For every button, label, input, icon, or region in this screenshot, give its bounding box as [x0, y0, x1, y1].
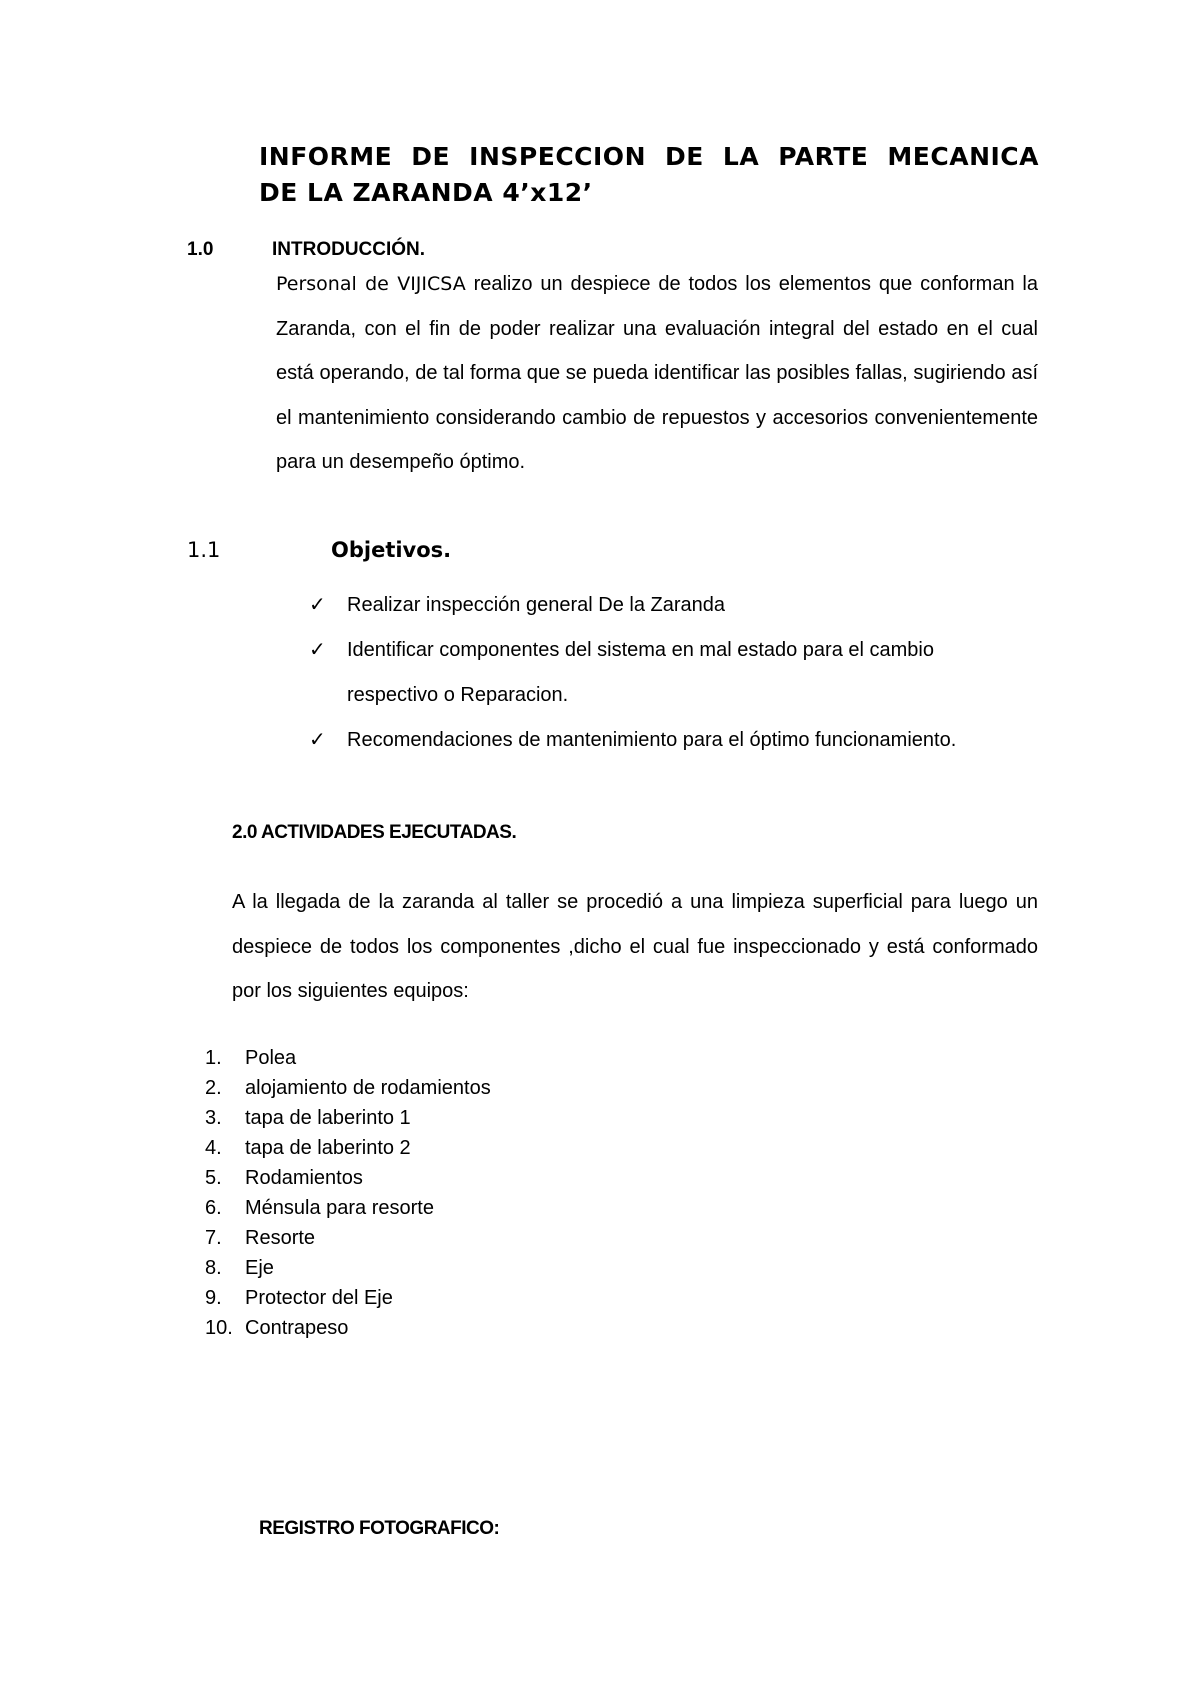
list-item-label: tapa de laberinto 1	[245, 1107, 411, 1129]
objective-item	[305, 583, 1065, 628]
objectives-heading: Objetivos.	[331, 538, 452, 562]
list-item-number: 9.	[205, 1287, 222, 1309]
checkmark-icon: ✓	[309, 729, 326, 751]
list-item-number: 3.	[205, 1107, 222, 1129]
list-item-number: 4.	[205, 1137, 222, 1159]
list-item	[205, 1193, 491, 1223]
intro-section-number: 1.0	[187, 239, 214, 260]
checkmark-icon: ✓	[309, 639, 326, 661]
list-item	[205, 1043, 491, 1073]
list-item	[205, 1103, 491, 1133]
objective-item-text: Realizar inspección general De la Zaranda	[347, 594, 725, 616]
objective-item	[305, 628, 1065, 718]
checkmark-icon: ✓	[309, 594, 326, 616]
list-item-label: Polea	[245, 1047, 297, 1069]
list-item	[205, 1163, 491, 1193]
list-item-label: Ménsula para resorte	[245, 1197, 434, 1219]
equipment-list	[205, 1043, 491, 1343]
list-item-number: 6.	[205, 1197, 222, 1219]
list-item	[205, 1073, 491, 1103]
list-item-number: 8.	[205, 1257, 222, 1279]
activities-paragraph: A la llegada de la zaranda al taller se procedió a una limpieza superficial para luego un despiece de todos los componentes ,dicho el cual fue inspeccionado y está conformado por los siguientes equipos:	[232, 891, 1038, 1003]
list-item	[205, 1133, 491, 1163]
intro-heading: INTRODUCCIÓN.	[272, 239, 426, 260]
list-item-label: Protector del Eje	[245, 1287, 393, 1309]
objectives-section-number: 1.1	[187, 538, 221, 562]
intro-text: realizo un despiece de todos los elementos que conforman la Zaranda, con el fin de poder realizar una evaluación integral del estado en el cual está operando, de tal forma que se pueda identificar las posibles fallas, sugiriendo así el mantenimiento considerando cambio de repuestos y accesorios convenientemente para un desempeño óptimo.	[276, 273, 1038, 474]
list-item-number: 10.	[205, 1317, 233, 1339]
list-item-label: Rodamientos	[245, 1167, 363, 1189]
objective-item	[305, 718, 1065, 763]
list-item	[205, 1283, 491, 1313]
objective-item-text: Recomendaciones de mantenimiento para el óptimo funcionamiento.	[347, 729, 957, 751]
document-title-line-1: INFORME DE INSPECCION DE LA PARTE MECANICA	[259, 142, 1039, 171]
list-item-number: 2.	[205, 1077, 222, 1099]
list-item-number: 1.	[205, 1047, 222, 1069]
list-item	[205, 1223, 491, 1253]
list-item-label: alojamiento de rodamientos	[245, 1077, 491, 1099]
list-item-number: 5.	[205, 1167, 222, 1189]
list-item	[205, 1253, 491, 1283]
list-item-number: 7.	[205, 1227, 222, 1249]
document-title-line-2: DE LA ZARANDA 4’x12’	[259, 178, 593, 207]
list-item	[205, 1313, 491, 1343]
activities-heading: 2.0 ACTIVIDADES EJECUTADAS.	[232, 822, 517, 843]
list-item-label: Contrapeso	[245, 1317, 349, 1339]
list-item-label: tapa de laberinto 2	[245, 1137, 411, 1159]
intro-lead: Personal de VIJICSA	[276, 273, 466, 295]
objective-item-text: Identificar componentes del sistema en mal estado para el cambio respectivo o Reparacion.	[347, 639, 934, 706]
photo-record-heading: REGISTRO FOTOGRAFICO:	[259, 1518, 500, 1539]
list-item-label: Eje	[245, 1257, 274, 1279]
objectives-list	[305, 583, 1065, 763]
list-item-label: Resorte	[245, 1227, 316, 1249]
intro-paragraph	[276, 262, 1038, 485]
